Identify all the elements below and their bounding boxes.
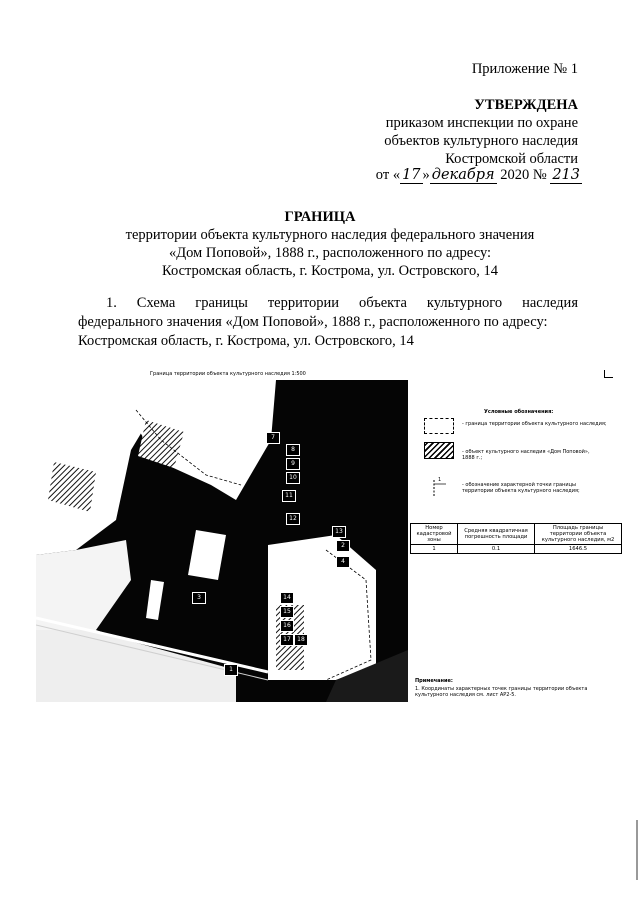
area-table bbox=[410, 523, 622, 554]
table-cell: 1 bbox=[411, 545, 458, 554]
map-point-label: 7 bbox=[266, 432, 280, 444]
note-text: 1. Координаты характерных точек границы территории объекта культурного наследия см. лист АР2-5. bbox=[415, 686, 588, 698]
map-point-label: 16 bbox=[280, 620, 294, 632]
map-point-label: 15 bbox=[280, 606, 294, 618]
legend-object-swatch bbox=[424, 442, 454, 459]
table-header-cell: Номер кадастровой зоны bbox=[411, 524, 458, 545]
title-line-1: территории объекта культурного наследия федерального значения bbox=[125, 227, 535, 243]
map-point-label: 4 bbox=[336, 556, 350, 568]
map-graphic bbox=[36, 380, 408, 702]
corner-mark bbox=[604, 370, 613, 378]
map-point-label: 9 bbox=[286, 458, 300, 470]
scan-edge-mark bbox=[636, 820, 638, 880]
approved-label: УТВЕРЖДЕНА bbox=[474, 97, 578, 113]
map-point-label: 13 bbox=[332, 526, 346, 538]
legend-boundary-swatch bbox=[424, 418, 454, 434]
legend-object-text: - объект культурного наследия «Дом Поповой», 1888 г.; bbox=[462, 449, 590, 461]
section-1-line-2: федерального значения «Дом Поповой», 1888 г., расположенного по адресу: bbox=[78, 314, 548, 330]
map-point-label: 3 bbox=[192, 592, 206, 604]
map-point-label: 1 bbox=[224, 664, 238, 676]
legend-point-text: - обозначение характерной точки границы территории объекта культурного наследия; bbox=[462, 482, 580, 494]
map-point-label: 14 bbox=[280, 592, 294, 604]
table-row bbox=[411, 545, 622, 554]
table-cell: 0.1 bbox=[458, 545, 535, 554]
note-title: Примечание: bbox=[415, 678, 453, 684]
map-building-white bbox=[188, 530, 226, 580]
date-day-handwritten: 17 bbox=[402, 167, 421, 183]
boundary-scheme-map bbox=[36, 380, 408, 702]
table-header-cell: Площадь границы территории объекта культурного наследия, м2 bbox=[535, 524, 622, 545]
title-line-3: Костромская область, г. Кострома, ул. Островского, 14 bbox=[162, 263, 498, 279]
legend-boundary-text: - граница территории объекта культурного наследия; bbox=[462, 421, 607, 427]
section-1-line-1: 1. Схема границы территории объекта культурного наследия bbox=[106, 295, 578, 311]
table-header-cell: Средняя квадратичная погрешность площади bbox=[458, 524, 535, 545]
order-number-handwritten: 213 bbox=[552, 167, 580, 183]
map-title: Граница территории объекта культурного наследия 1:500 bbox=[150, 371, 306, 377]
title-line-2: «Дом Поповой», 1888 г., расположенного по адресу: bbox=[168, 245, 492, 261]
date-year: 2020 № bbox=[500, 167, 547, 183]
order-date bbox=[376, 166, 582, 184]
date-prefix: от « bbox=[375, 167, 401, 183]
map-point-label: 2 bbox=[336, 540, 350, 552]
date-mid: » bbox=[422, 167, 430, 183]
map-point-label: 17 bbox=[280, 634, 294, 646]
table-cell: 1646.5 bbox=[535, 545, 622, 554]
map-light-area-mid bbox=[36, 540, 131, 630]
map-building-small bbox=[146, 580, 164, 620]
order-line-1: приказом инспекции по охране bbox=[385, 115, 578, 131]
map-point-label: 11 bbox=[282, 490, 296, 502]
annex-label: Приложение № 1 bbox=[471, 61, 578, 77]
section-1-line-3: Костромская область, г. Кострома, ул. Островского, 14 bbox=[78, 333, 414, 349]
map-point-label: 8 bbox=[286, 444, 300, 456]
map-point-label: 18 bbox=[294, 634, 308, 646]
document-title: ГРАНИЦА bbox=[284, 209, 356, 225]
legend-point-number: 1 bbox=[438, 477, 442, 483]
date-month-handwritten: декабря bbox=[431, 167, 495, 183]
map-point-label: 12 bbox=[286, 513, 300, 525]
order-line-3: Костромской области bbox=[445, 151, 578, 167]
map-point-label: 10 bbox=[286, 472, 300, 484]
order-line-2: объектов культурного наследия bbox=[384, 133, 578, 149]
legend-title: Условные обозначения: bbox=[484, 409, 554, 415]
table-header-row bbox=[411, 524, 622, 545]
